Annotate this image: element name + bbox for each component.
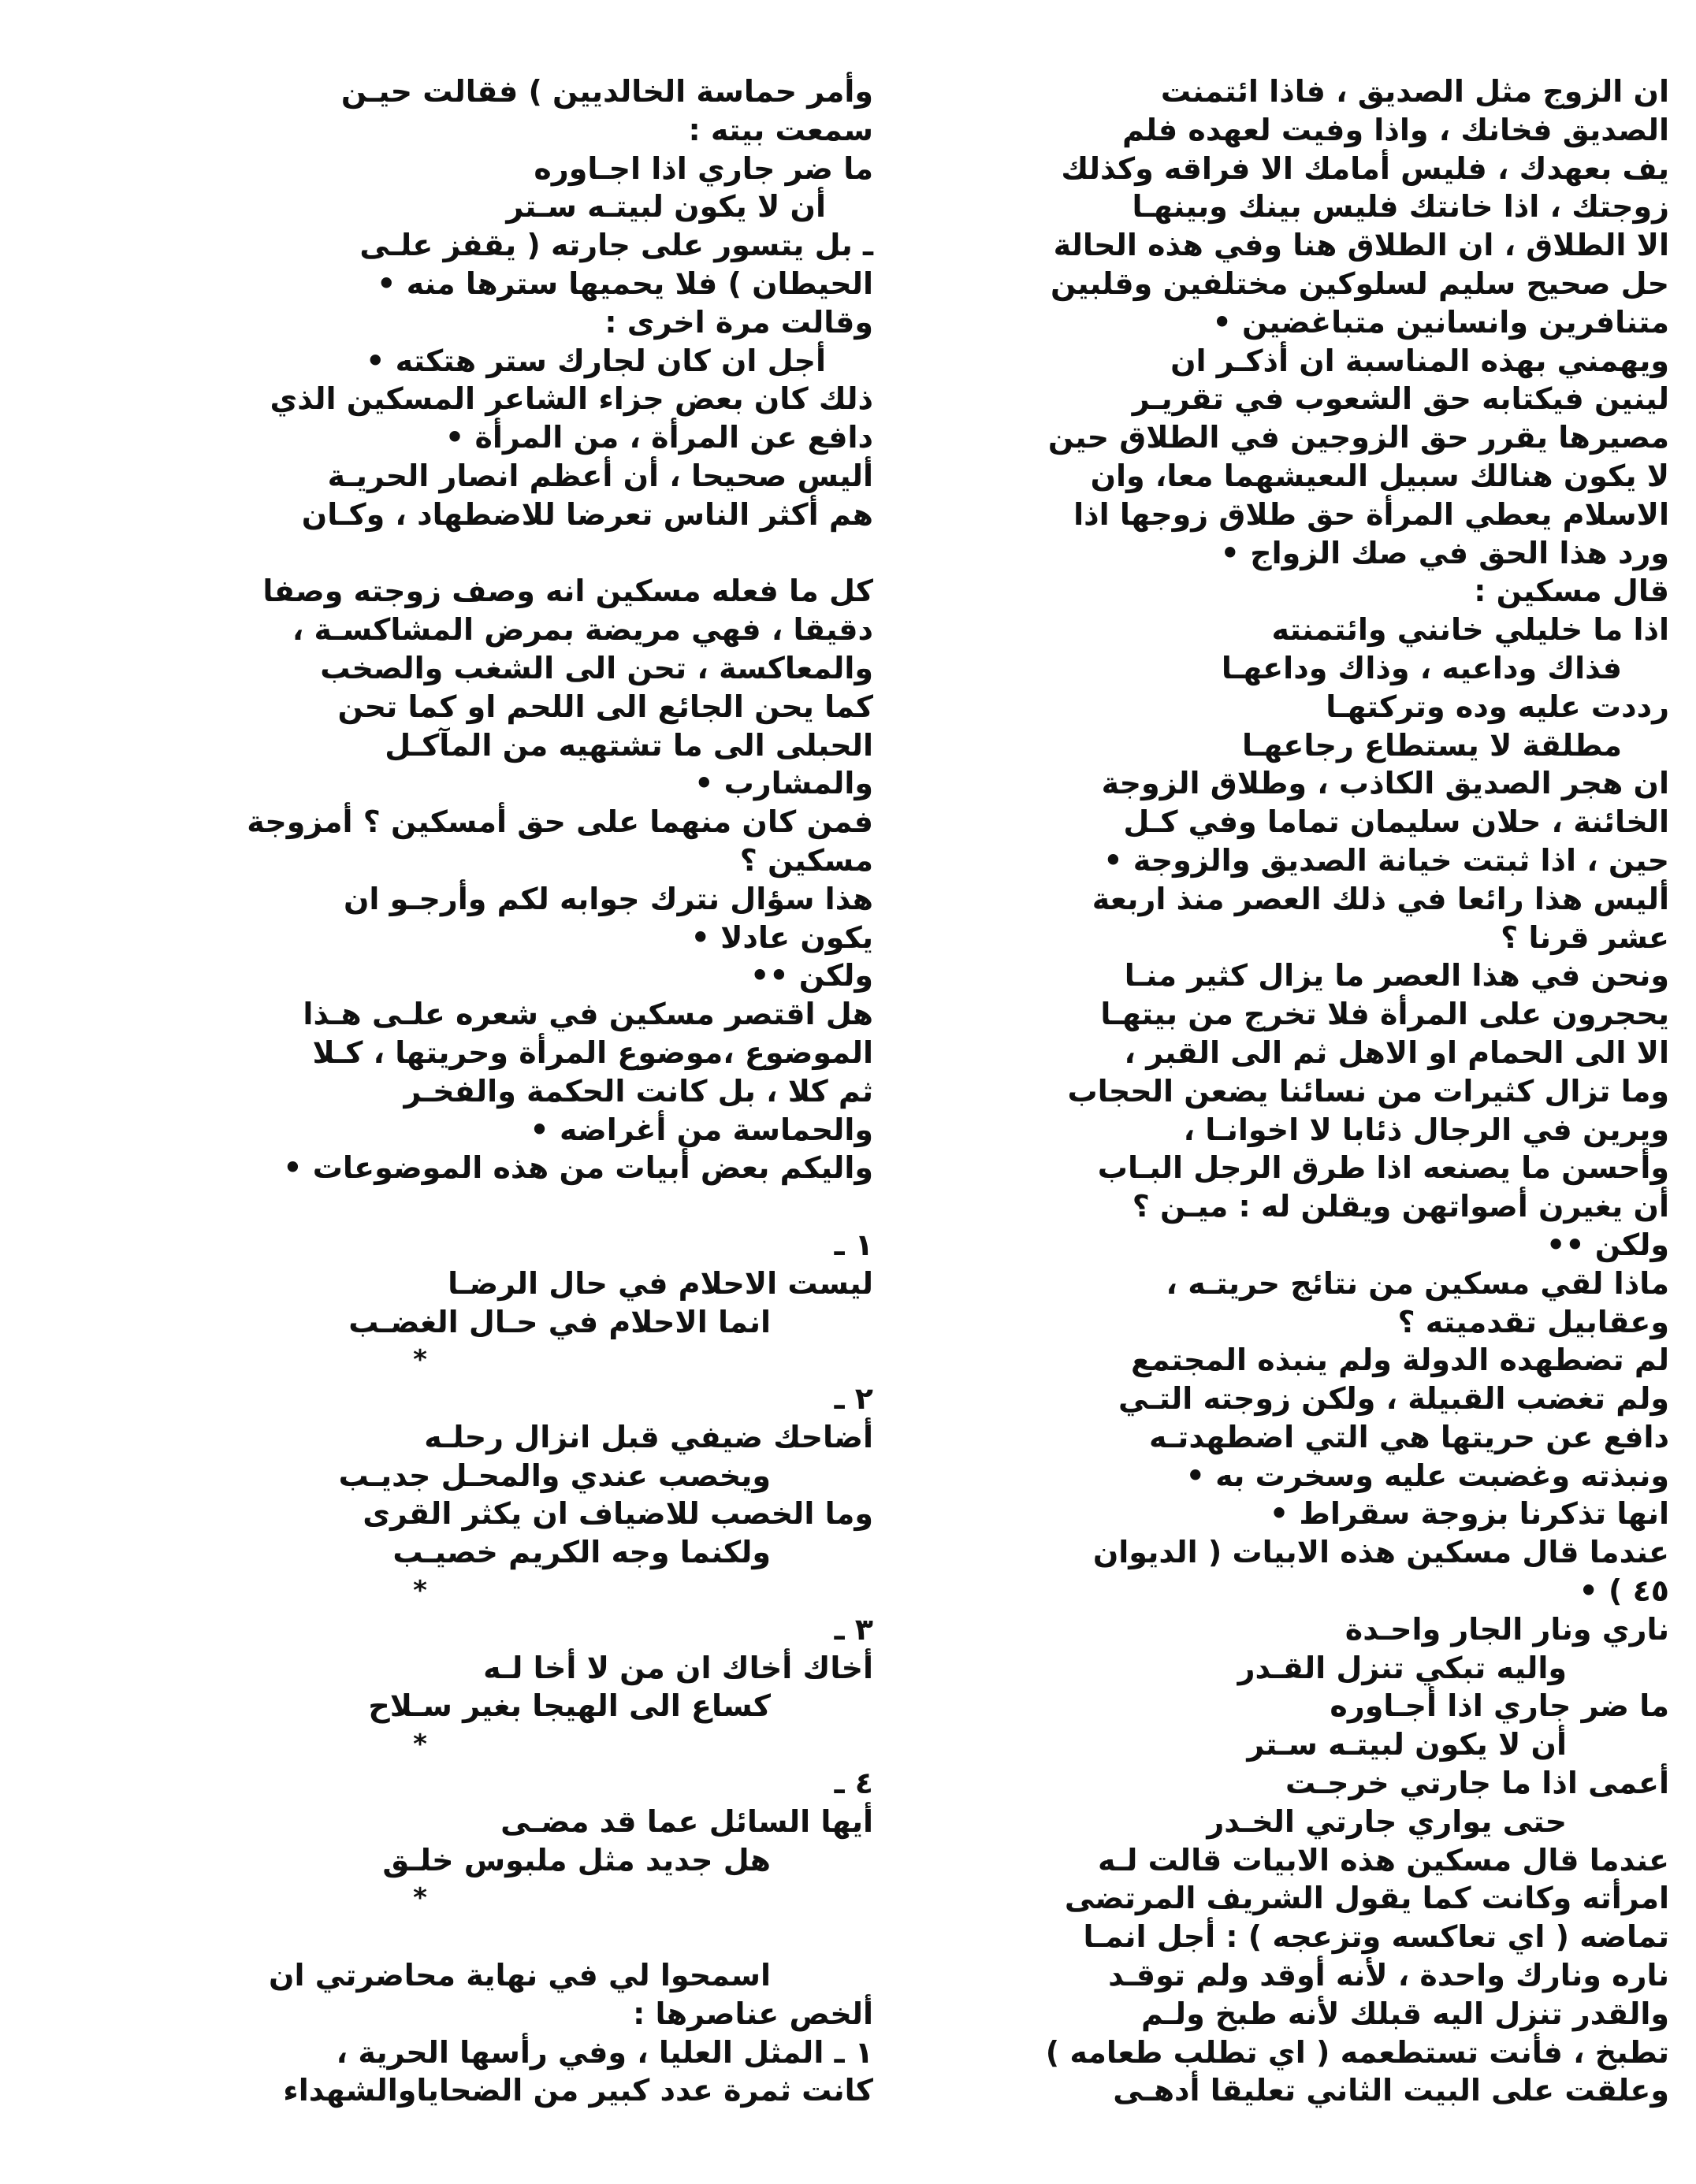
text-line: الحيطان ) فلا يحميها سترها منه • [377,266,873,301]
verse-line: ما ضر جاري اذا أجـاوره [1330,1688,1669,1724]
blank-line [85,534,873,573]
verse-line: كساع الى الهيجا بغير سـلاح [368,1688,771,1724]
verse-line: واليه تبكي تنزل القـدر [1237,1650,1567,1685]
verse-line: ما ضر جاري اذا اجـاوره [534,150,873,186]
text-line: ان هجر الصديق الكاذب ، وطلاق الزوجة [1101,766,1669,801]
text-line: والمشارب • [694,766,873,801]
text-line: هل اقتصر مسكين في شعره علـى هـذا [303,997,873,1032]
text-line: ورد هذا الحق في صك الزواج • [1220,535,1669,570]
verse-line: أن لا يكون لبيتـه سـتر [1247,1727,1567,1762]
text-line: لم تضطهده الدولة ولم ينبذه المجتمع [1130,1343,1669,1378]
text-line: ولكن •• [1546,1227,1669,1262]
verse-line: رددت عليه وده وتركتهـا [1326,689,1669,724]
text-line: حين ، اذا ثبتت خيانة الصديق والزوجة • [1103,842,1669,878]
right-text-column [881,72,1669,2110]
text-line: والحماسة من أغراضه • [530,1112,873,1147]
text-line: ١ ـ المثل العليا ، وفي رأسها الحرية ، [336,2034,873,2070]
text-line: عندما قال مسكين هذه الابيات قالت لـه [1098,1842,1669,1878]
text-line: فمن كان منهما على حق أمسكين ؟ أمزوجة [247,804,873,840]
verse-line: ليست الاحلام في حال الرضـا [448,1265,873,1301]
verse-line: حتى يواري جارتي الخـدر [1207,1803,1567,1839]
text-line: الخائنة ، حلان سليمان تماما وفي كـل [1123,804,1669,840]
poem-number: ٤ ـ [834,1766,873,1801]
separator-asterisk: * [413,1729,427,1761]
verse-line: انما الاحلام في حـال الغضـب [348,1304,771,1339]
verse-line: اذا ما خليلي خانني وائتمنته [1271,612,1669,648]
poem-number: ٢ ـ [834,1381,873,1417]
text-line: تماضه ( اي تعاكسه وتزعجه ) : أجل انمـا [1083,1919,1669,1955]
text-line: ألخص عناصرها : [633,1996,873,2031]
blank-line [85,1918,873,1956]
verse-line: وما الخصب للاضياف ان يكثر القرى [363,1496,873,1532]
verse-line: أيها السائل عما قد مضـى [500,1803,873,1839]
verse-line: أن لا يكون لبيتـه سـتر [506,189,826,225]
text-line: وأمر حماسة الخالديين ) فقالت حيـن [340,74,873,109]
verse-line: أضاحك ضيفي قبل انزال رحلـه [424,1419,873,1454]
text-line: تطبخ ، فأنت تستطعمه ( اي تطلب طعامه ) [1045,2034,1669,2070]
text-line: عشر قرنا ؟ [1501,919,1669,955]
verse-line: فذاك وداعيه ، وذاك وداعهـا [1221,650,1622,685]
text-line: أليس هذا رائعا في ذلك العصر منذ اربعة [1092,881,1669,916]
text-line: والقدر تنزل اليه قبلك لأنه طبخ ولـم [1141,1996,1669,2031]
text-line: مسكين ؟ [739,842,873,878]
text-line: الموضوع ،موضوع المرأة وحريتها ، كـلا [312,1034,873,1070]
text-line: دقيقا ، فهي مريضة بمرض المشاكسـة ، [292,612,873,648]
text-line: وعقابيل تقدميته ؟ [1397,1304,1669,1339]
poem-number: ١ ـ [834,1227,873,1262]
text-line: مصيرها يقرر حق الزوجين في الطلاق حين [1047,420,1669,455]
text-line: الا الطلاق ، ان الطلاق هنا وفي هذه الحالة [1053,228,1669,263]
separator-asterisk: * [413,1882,427,1915]
text-line: لينين فيكتابه حق الشعوب في تقريـر [1132,381,1669,417]
text-line: هم أكثر الناس تعرضا للاضطهاد ، وكـان [301,496,873,532]
text-line: وما تزال كثيرات من نسائنا يضعن الحجاب [1067,1073,1669,1109]
text-line: أليس صحيحا ، أن أعظم انصار الحريـة [327,458,873,493]
text-line: وقالت مرة اخرى : [604,304,873,340]
text-line: متنافرين وانسانين متباغضين • [1212,304,1669,340]
text-line: كانت ثمرة عدد كبير من الضحاياوالشهداء [283,2073,873,2108]
text-line: وأحسن ما يصنعه اذا طرق الرجل البـاب [1097,1150,1669,1186]
verse-line: هل جديد مثل ملبوس خلـق [382,1842,771,1878]
text-line: لا يكون هنالك سبيل الىعيشهما معا، وان [1090,458,1669,493]
text-line: ثم كلا ، بل كانت الحكمة والفخـر [404,1073,873,1109]
text-line: الاسلام يعطي المرأة حق طلاق زوجها اذا [1073,496,1669,532]
text-line: سمعت بيته : [688,112,873,147]
verse-line: أخاك أخاك ان من لا أخا لـه [483,1650,873,1685]
separator-asterisk: * [413,1344,427,1376]
text-line: ويهمني بهذه المناسبة ان أذكـر ان [1170,343,1669,378]
text-line: ونحن في هذا العصر ما يزال كثير منـا [1124,958,1669,994]
verse-line: ناري ونار الجار واحـدة [1345,1611,1669,1647]
text-line: حل صحيح سليم لسلوكين مختلفين وقلبين [1051,266,1669,301]
text-line: قال مسكين : [1474,574,1669,609]
poem-number: ٣ ـ [834,1611,873,1647]
text-line: ان الزوج مثل الصديق ، فاذا ائتمنت [1160,74,1669,109]
text-line: الحبلى الى ما تشتهيه من المآكـل [385,727,873,763]
text-line: انها تذكرنا بزوجة سقراط • [1269,1496,1669,1532]
verse-line: ولكنما وجه الكريم خصيـب [392,1535,771,1570]
text-line: ويرين في الرجال ذئابا لا اخوانـا ، [1183,1112,1669,1147]
text-line: أجل ان كان لجارك ستر هتكته • [366,343,826,378]
text-line: يحجرون على المرأة فلا تخرج من بيتهـا [1100,997,1669,1032]
separator-asterisk: * [413,1575,427,1607]
text-line: ونبذته وغضبت عليه وسخرت به • [1185,1458,1669,1493]
text-line: هذا سؤال نترك جوابه لكم وأرجـو ان [343,881,873,916]
text-line: امرأته وكانت كما يقول الشريف المرتضى [1064,1881,1669,1916]
text-line: ـ بل يتسور على جارته ( يقفز علـى [359,228,873,263]
text-line: كما يحن الجائع الى اللحم او كما تحن [337,689,873,724]
text-line: والمعاكسة ، تحن الى الشغب والصخب [320,650,873,685]
text-line: ولم تغضب القبيلة ، ولكن زوجته التـي [1118,1381,1669,1417]
text-line: أن يغيرن أصواتهن ويقلن له : ميـن ؟ [1132,1189,1669,1224]
text-line: كل ما فعله مسكين انه وصف زوجته وصفا [262,574,873,609]
text-line: ذلك كان بعض جزاء الشاعر المسكين الذي [270,381,873,417]
text-line: دافع عن المرأة ، من المرأة • [444,420,873,455]
blank-line [85,1187,873,1226]
text-line: الا الى الحمام او الاهل ثم الى القبر ، [1124,1034,1669,1070]
left-text-column [85,72,873,2110]
verse-line: مطلقة لا يستطاع رجاعهـا [1242,727,1622,763]
text-line: ٤٥ ) • [1579,1573,1669,1609]
text-line: يكون عادلا • [690,919,873,955]
text-line: اسمحوا لي في نهاية محاضرتي ان [269,1958,771,1993]
text-line: ولكن •• [750,958,873,994]
text-line: وعلقت على البيت الثاني تعليقا أدهـى [1113,2073,1669,2108]
verse-line: ويخصب عندي والمحـل جديـب [338,1458,771,1493]
text-line: ماذا لقي مسكين من نتائج حريتـه ، [1166,1265,1669,1301]
text-line: زوجتك ، اذا خانتك فليس بينك وبينهـا [1132,189,1669,225]
text-line: واليكم بعض أبيات من هذه الموضوعات • [283,1150,873,1186]
text-line: ناره ونارك واحدة ، لأنه أوقد ولم توقـد [1108,1958,1669,1993]
text-line: دافع عن حريتها هي التي اضطهدتـه [1149,1419,1669,1454]
text-line: الصديق فخانك ، واذا وفيت لعهده فلم [1121,112,1669,147]
text-line: عندما قال مسكين هذه الابيات ( الديوان [1092,1535,1669,1570]
text-line: يف بعهدك ، فليس أمامك الا فراقه وكذلك [1061,150,1669,186]
verse-line: أعمى اذا ما جارتي خرجـت [1285,1766,1669,1801]
